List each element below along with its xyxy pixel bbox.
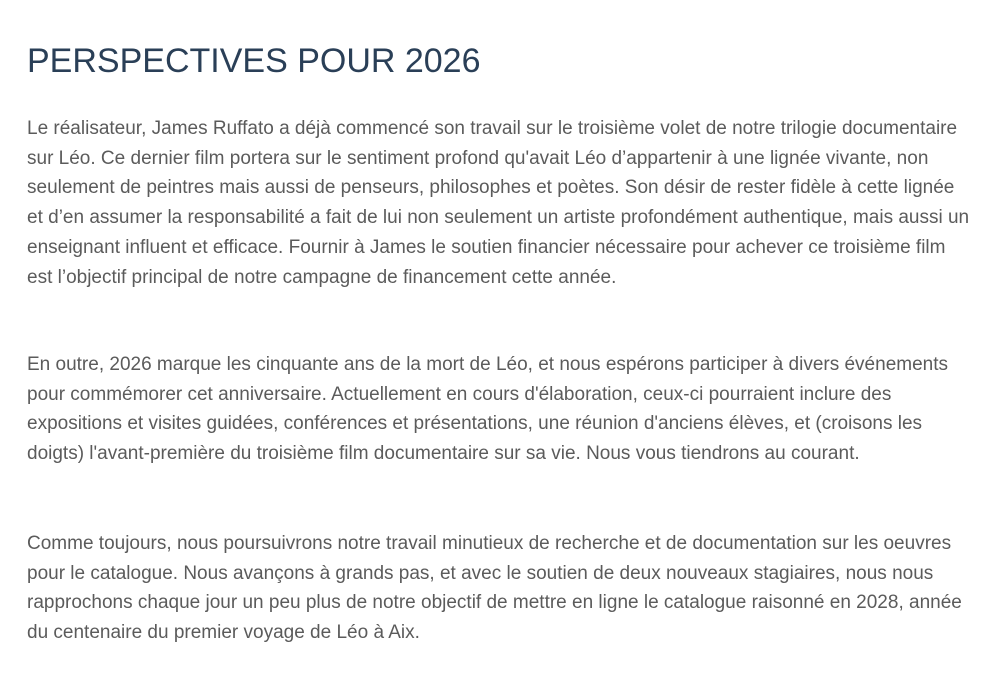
paragraph-documentary: Le réalisateur, James Ruffato a déjà commencé son travail sur le troisième volet de notre trilogie documentaire sur Léo. Ce dernier film portera sur le sentiment profond qu'avait Léo d’appartenir à une lignée vivante, non seulement de peintres mais aussi de penseurs, philosophes et poètes. Son désir de rester fidèle à cette lignée et d’en assumer la responsabilité a fait de lui non seulement un artiste profondément authentique, mais aussi un enseignant influent et efficace. Fournir à James le soutien financier nécessaire pour achever ce troisième film est l’objectif principal de notre campagne de financement cette année. <box>27 118 970 288</box>
page-title: PERSPECTIVES POUR 2026 <box>27 42 481 80</box>
paragraph-catalogue: Comme toujours, nous poursuivrons notre travail minutieux de recherche et de documentation sur les oeuvres pour le catalogue. Nous avançons à grands pas, et avec le soutien de deux nouveaux stagiaires, nous nous rapprochons chaque jour un peu plus de notre objectif de mettre en ligne le catalogue raisonné en 2028, année du centenaire du premier voyage de Léo à Aix. <box>27 533 962 644</box>
paragraph-anniversary: En outre, 2026 marque les cinquante ans de la mort de Léo, et nous espérons participer à divers événements pour commémorer cet anniversaire. Actuellement en cours d'élaboration, ceux-ci pourraient inclure des expositions et visites guidées, conférences et présentations, une réunion d'anciens élèves, et (croisons les doigts) l'avant-première du troisième film documentaire sur sa vie. Nous vous tiendrons au courant. <box>27 354 948 465</box>
